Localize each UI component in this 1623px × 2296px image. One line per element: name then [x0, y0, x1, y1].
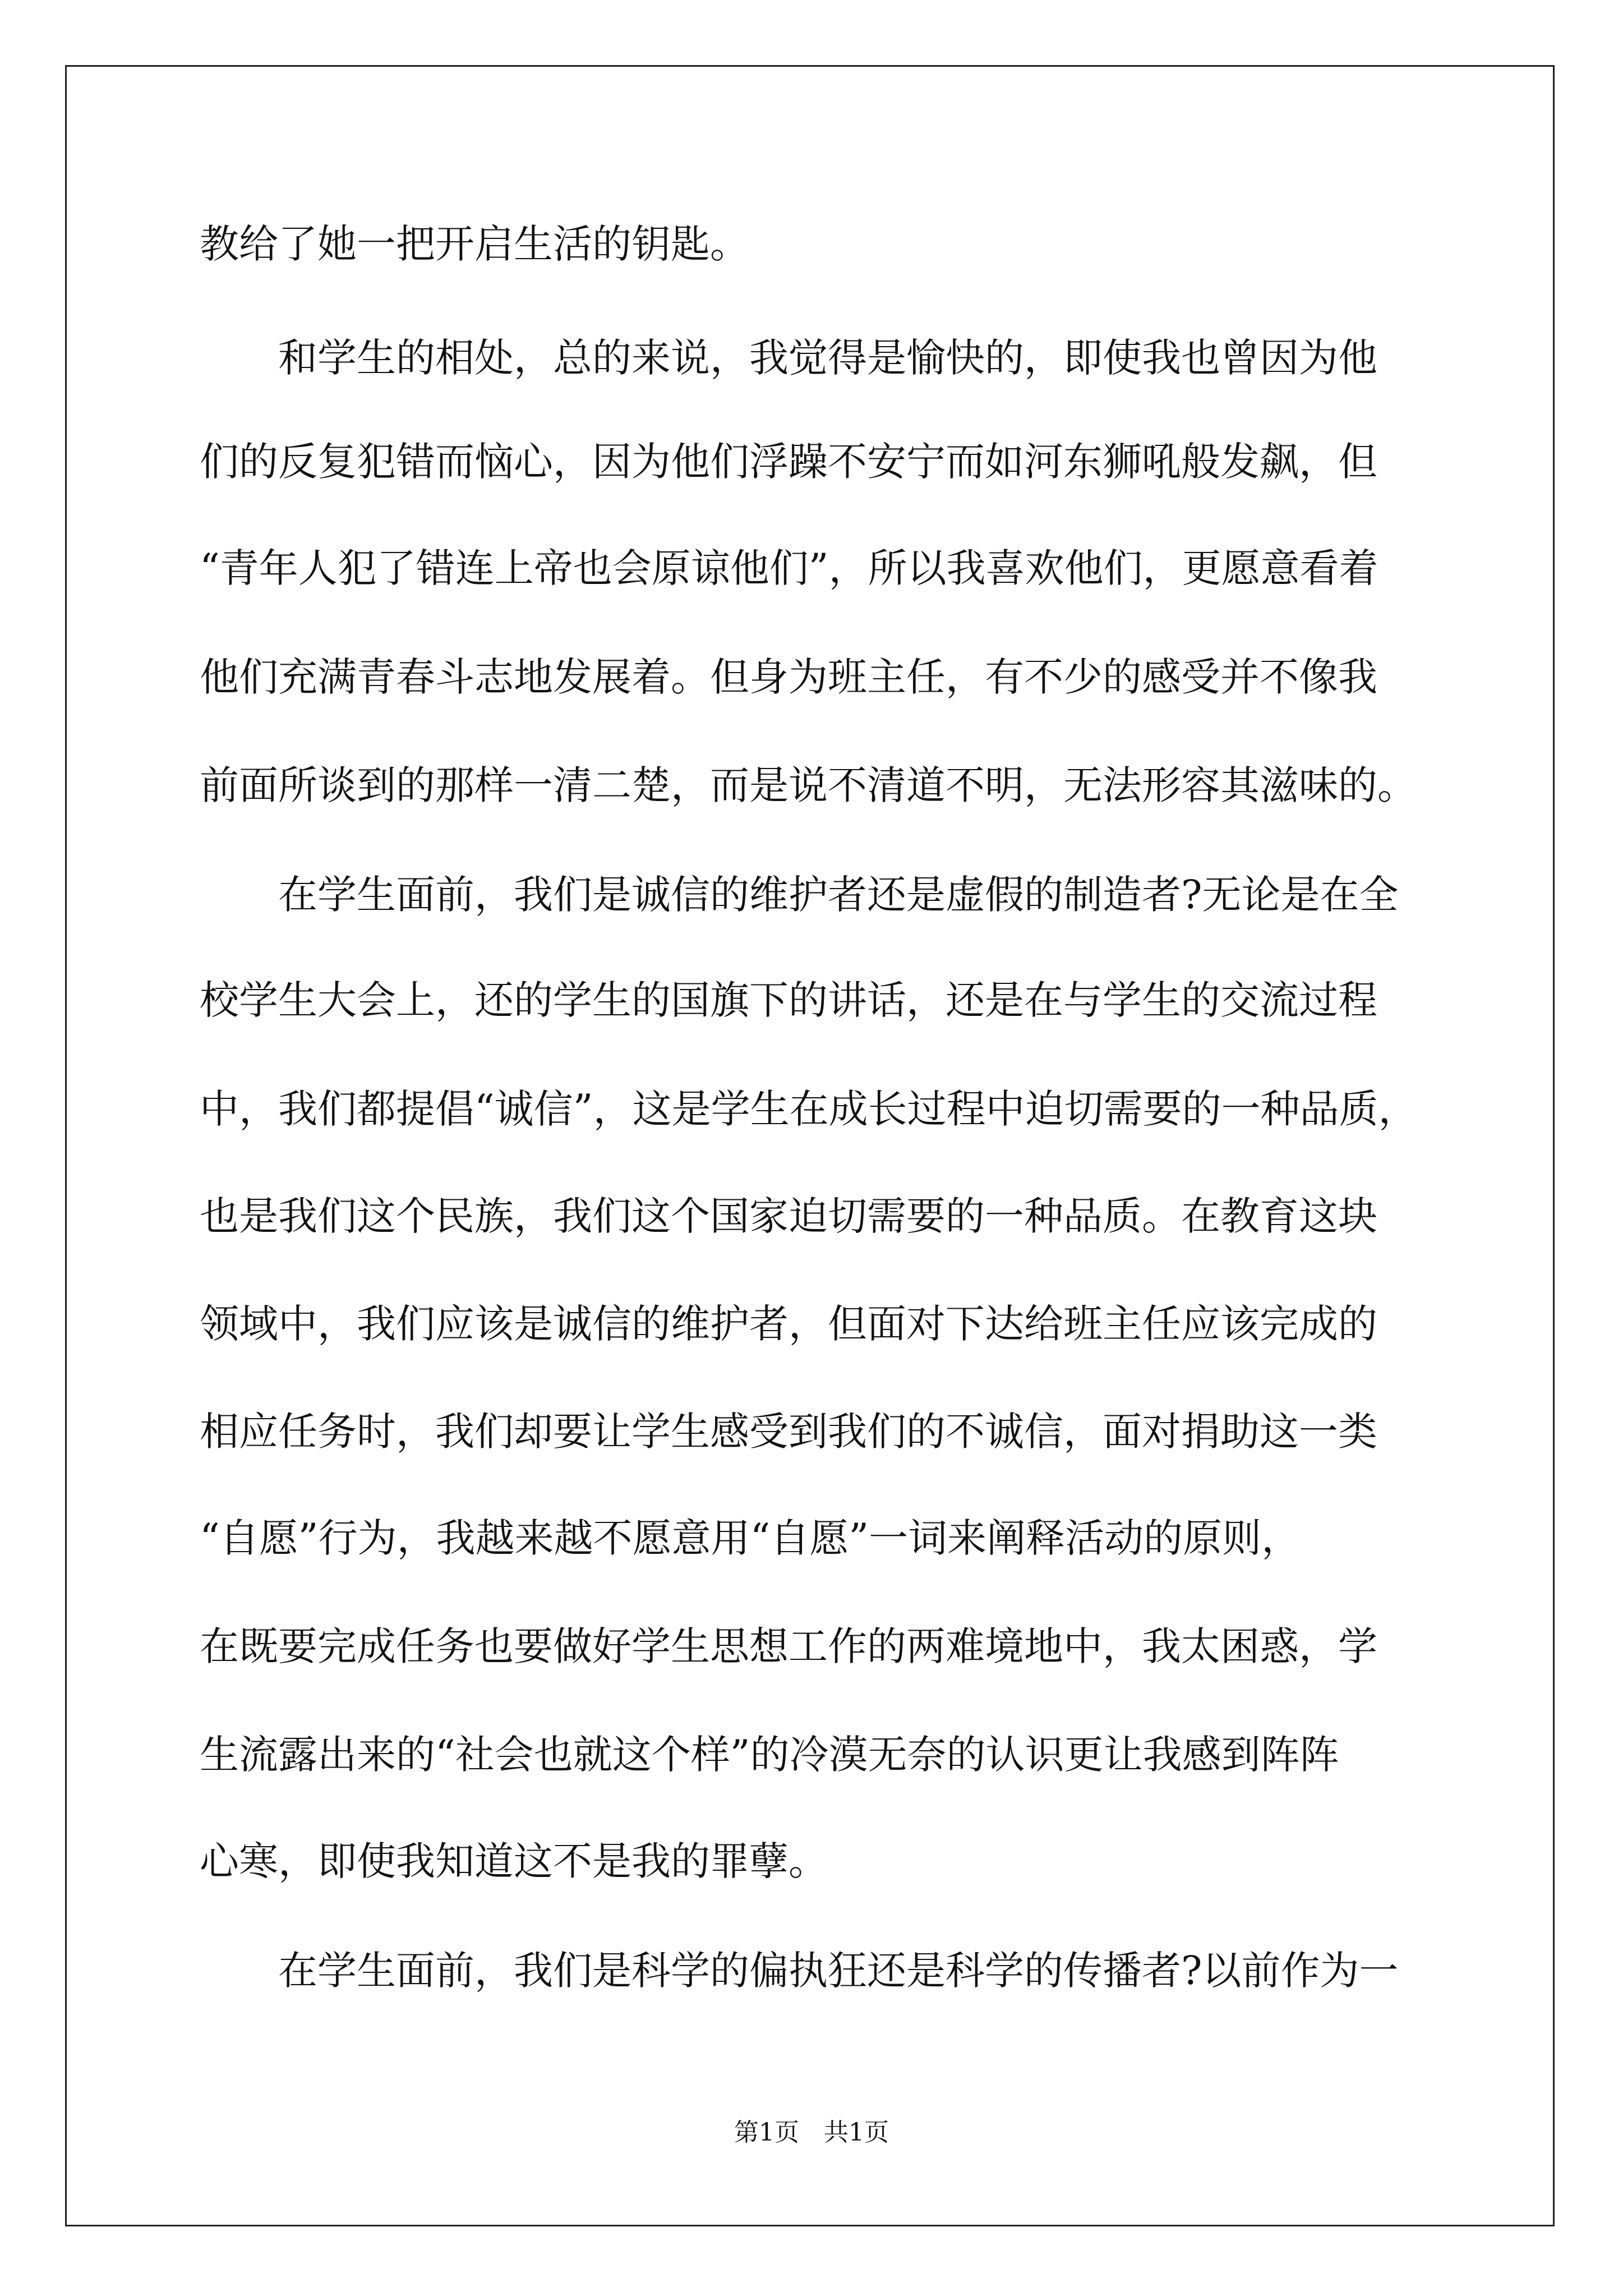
- text-line-15: 生流露出来的“社会也就这个样”的冷漠无奈的认识更让我感到阵阵: [200, 1732, 1339, 1778]
- text-line-9: 中，我们都提倡“诚信”，这是学生在成长过程中迫切需要的一种品质，: [200, 1086, 1418, 1132]
- text-line-16: 心寒，即使我知道这不是我的罪孽。: [200, 1838, 828, 1884]
- text-line-6: 前面所谈到的那样一清二楚，而是说不清道不明，无法形容其滋味的。: [200, 762, 1417, 808]
- page-number-footer: 第1页 共1页: [734, 2118, 889, 2147]
- text-line-12: 相应任务时，我们却要让学生感受到我们的不诚信，面对捐助这一类: [200, 1409, 1377, 1455]
- text-line-10: 也是我们这个民族，我们这个国家迫切需要的一种品质。在教育这块: [200, 1193, 1377, 1239]
- text-line-2: 和学生的相处，总的来说，我觉得是愉快的，即使我也曾因为他: [278, 335, 1377, 381]
- text-line-7: 在学生面前，我们是诚信的维护者还是虚假的制造者?无论是在全: [278, 872, 1399, 918]
- text-line-8: 校学生大会上，还的学生的国旗下的讲话，还是在与学生的交流过程: [200, 977, 1377, 1023]
- text-line-17: 在学生面前，我们是科学的偏执狂还是科学的传播者?以前作为一: [278, 1948, 1399, 1994]
- text-line-14: 在既要完成任务也要做好学生思想工作的两难境地中，我太困惑，学: [200, 1623, 1377, 1669]
- text-line-11: 领域中，我们应该是诚信的维护者，但面对下达给班主任应该完成的: [200, 1301, 1377, 1347]
- text-line-13: “自愿”行为，我越来越不愿意用“自愿”一词来阐释活动的原则，: [200, 1515, 1301, 1561]
- text-line-5: 他们充满青春斗志地发展着。但身为班主任，有不少的感受并不像我: [200, 654, 1377, 700]
- page-border: [65, 65, 1555, 2226]
- text-line-4: “青年人犯了错连上帝也会原谅他们”，所以我喜欢他们，更愿意看着: [200, 545, 1378, 591]
- text-line-3: 们的反复犯错而恼心，因为他们浮躁不安宁而如河东狮吼般发飙，但: [200, 439, 1377, 485]
- text-line-1: 教给了她一把开启生活的钥匙。: [200, 221, 749, 267]
